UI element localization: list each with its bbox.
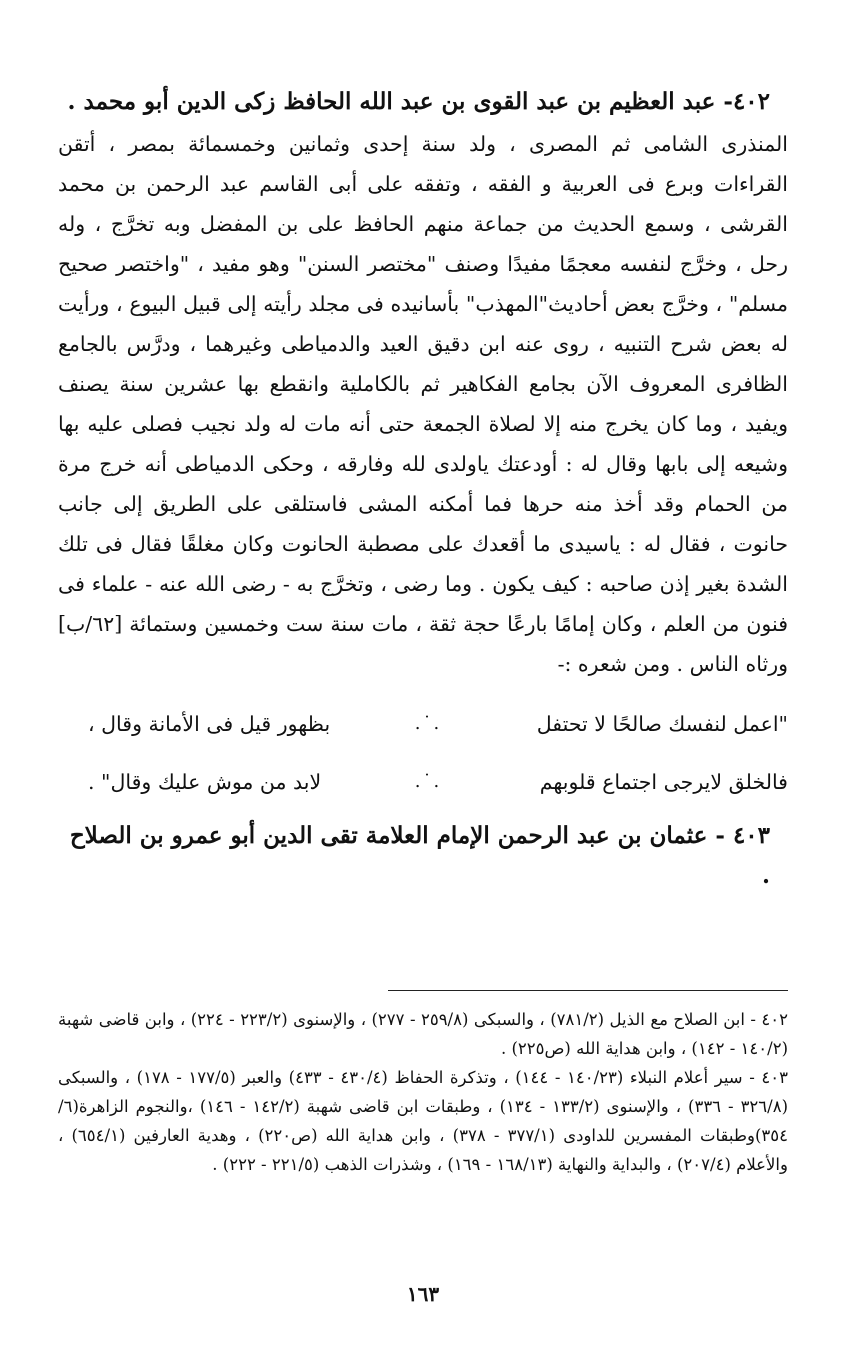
entry-402-paragraph: المنذرى الشامى ثم المصرى ، ولد سنة إحدى وثمانين وخمسمائة بمصر ، أتقن القراءات وبرع فى العربية و الفقه ، وتفقه على أبى القاسم عبد الرحمن بن محمد القرشى ، وسمع الحديث من جماعة منهم الحافظ على بن المفضل وبه تخرَّج ، وله رحل ، وخرَّج لنفسه معجمًا مفيدًا وصنف "مختصر السنن" وهو مفيد ، "واختصر صحيح مسلم" ، وخرَّج بعض أحاديث"المهذب" بأسانيده فى مجلد رأيته إلى قبيل البيوع ، ورأيت له بعض شرح التنبيه ، روى عنه ابن دقيق العيد والدمياطى وغيرهما ، ودرَّس بالجامع الظافرى المعروف الآن بجامع الفكاهير ثم بالكاملية وانقطع بها عشرين سنة يصنف ويفيد ، وما كان يخرج منه إلا لصلاة الجمعة حتى أنه مات له ولد نجيب فصلى عليه بها وشيعه إلى بابها وقال له : أودعتك ياولدى لله وفارقه ، وحكى الدمياطى أنه خرج مرة من الحمام وقد أخذ منه حرها فما أمكنه المشى فاستلقى على الطريق إلى جانب حانوت ، فقال له : ياسيدى ما أقعدك على مصطبة الحانوت وكان مغلقًا فقال فى تلك الشدة بغير إذن صاحبه : كيف يكون . وما رضى ، وتخرَّج به - رضى الله عنه - علماء فى فنون من العلم ، وكان إمامًا بارعًا حجة ثقة ، مات سنة ست وخمسين وستمائة [٦٢/ب] ورثاه الناس . ومن شعره :- bbox=[58, 132, 788, 676]
verse-separator: .˙. bbox=[414, 713, 442, 734]
page-number: ١٦٣ bbox=[406, 1282, 440, 1306]
verse-separator: .˙. bbox=[414, 771, 442, 792]
poem-verse bbox=[58, 700, 788, 748]
poem bbox=[58, 700, 788, 806]
verse-first-hemistich: فالخلق لايرجى اجتماع قلوبهم bbox=[539, 770, 788, 794]
entry-402-title: ٤٠٢- عبد العظيم بن عبد القوى بن عبد الله الحافظ زكى الدين أبو محمد . bbox=[67, 88, 770, 115]
poem-verse bbox=[58, 758, 788, 806]
book-page bbox=[58, 70, 788, 1330]
footnote-402: ٤٠٢ - ابن الصلاح مع الذيل (٧٨١/٢) ، والسبكى (٢٥٩/٨ - ٢٧٧) ، والإسنوى (٢٢٣/٢ - ٢٢٤) ، وابن قاضى شهبة (١٤٠/٢ - ١٤٢) ، وابن هداية الله (ص٢٢٥) . bbox=[58, 1010, 788, 1058]
footnote-403: ٤٠٣ - سير أعلام النبلاء (١٤٠/٢٣ - ١٤٤) ، وتذكرة الحفاظ (٤٣٠/٤ - ٤٣٣) والعبر (١٧٧/٥ - ١٧٨) ، والسبكى (٣٢٦/٨ - ٣٣٦) ، والإسنوى (١٣٣/٢ - ١٣٤) ، وطبقات ابن قاضى شهبة (١٤٢/٢ - ١٤٦) ،والنجوم الزاهرة(٦/ ٣٥٤)وطبقات المفسرين للداودى (٣٧٧/١ - ٣٧٨) ، وابن هداية الله (ص٢٢٠) ، وهدية العارفين (٦٥٤/١) ، والأعلام (٢٠٧/٤) ، والبداية والنهاية (١٦٨/١٣ - ١٦٩) ، وشذرات الذهب (٢٢١/٥ - ٢٢٢) . bbox=[58, 1068, 789, 1174]
entry-403-title: ٤٠٣ - عثمان بن عبد الرحمن الإمام العلامة تقى الدين أبو عمرو بن الصلاح . bbox=[69, 822, 770, 889]
verse-first-hemistich: "اعمل لنفسك صالحًا لا تحتفل bbox=[536, 712, 788, 736]
footnotes bbox=[58, 1005, 788, 1179]
verse-second-hemistich: بظهور قيل فى الأمانة وقال ، bbox=[88, 712, 331, 736]
verse-second-hemistich: لابد من موش عليك وقال" . bbox=[88, 770, 322, 794]
entry-402-body bbox=[58, 124, 788, 684]
footnote-divider bbox=[388, 990, 788, 991]
